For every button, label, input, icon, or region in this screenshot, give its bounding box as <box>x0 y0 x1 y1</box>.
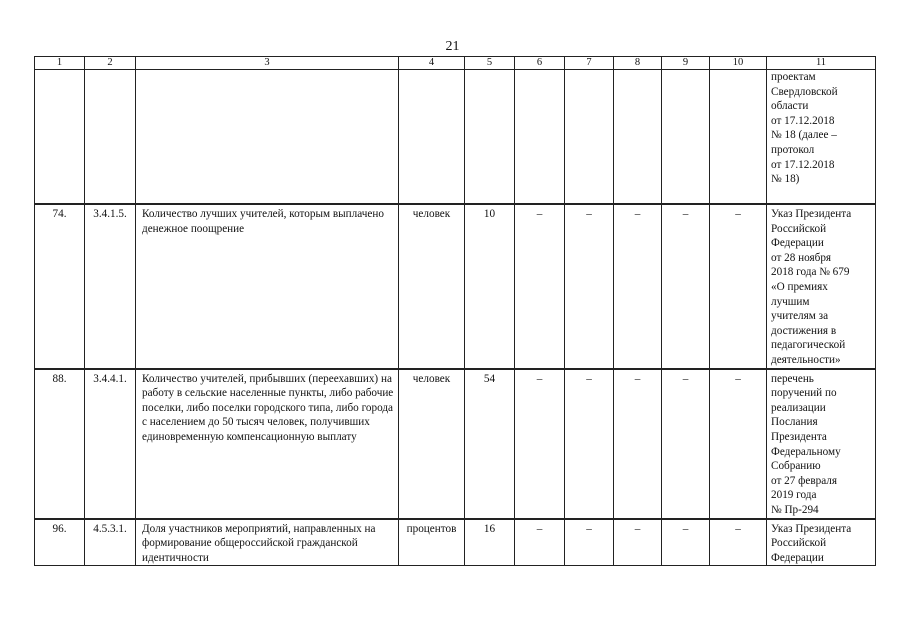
row-number-cell <box>35 369 85 519</box>
value-cell-7 <box>565 519 614 566</box>
table-row <box>35 204 876 369</box>
source-document: перечень поручений по реализации Послания Президента Федеральному Собранию от 27 февраля 2019 года № Пр-294 <box>771 372 841 516</box>
value-cell-8 <box>614 519 662 566</box>
item-code <box>88 70 132 72</box>
indicator-name-cell <box>136 519 399 566</box>
value-cell-6 <box>515 369 565 519</box>
row-number: 74. <box>52 208 67 220</box>
value-cell-8 <box>614 70 662 205</box>
unit: человек <box>412 208 451 220</box>
column-header-4: 4 <box>399 57 465 70</box>
table-row <box>35 70 876 205</box>
value-7: – <box>586 208 592 220</box>
value-10: – <box>735 208 741 220</box>
value-cell-9 <box>662 70 710 205</box>
unit: человек <box>412 372 451 385</box>
row-number-cell <box>35 204 85 369</box>
item-code-cell <box>85 519 136 566</box>
item-code-cell <box>85 204 136 369</box>
value-cell-7 <box>565 369 614 519</box>
value-9: – <box>682 372 689 385</box>
unit: процентов <box>406 522 457 535</box>
indicator-name-cell <box>136 369 399 519</box>
value-7: – <box>586 372 592 385</box>
source-document: Указ Президента Российской Федерации от 28 ноября 2018 года № 679 «О премиях лучшим учителям за достижения в педагогической деятельности» <box>771 208 852 366</box>
value-8: – <box>634 522 641 535</box>
source-document-cell <box>767 369 876 519</box>
indicator-name: Количество учителей, прибывших (переехавших) на работу в сельские населенные пункты, либо рабочие поселки, либо поселки городского типа, либо города с населением до 50 тысяч человек, получивших единовременную компенсационную выплату <box>142 372 394 443</box>
unit-cell <box>399 369 465 519</box>
value-10: – <box>735 372 741 385</box>
value-cell-6 <box>515 204 565 369</box>
value-cell-8 <box>614 369 662 519</box>
value-cell-10 <box>710 519 767 566</box>
row-number-cell <box>35 70 85 205</box>
value-6: – <box>536 522 543 535</box>
value-cell-8 <box>614 204 662 369</box>
indicators-table <box>34 56 876 566</box>
value-cell-9 <box>662 204 710 369</box>
source-document-cell <box>767 70 876 205</box>
value-cell-10 <box>710 369 767 519</box>
source-document: проектам Свердловской области от 17.12.2018 № 18 (далее – протокол от 17.12.2018 № 18) <box>771 71 838 186</box>
value-cell <box>465 369 515 519</box>
row-number: 96. <box>52 522 67 535</box>
column-header-2: 2 <box>85 57 136 70</box>
table-row <box>35 519 876 566</box>
item-code: 4.5.3.1. <box>93 522 127 535</box>
unit <box>402 70 461 72</box>
value <box>468 70 511 72</box>
item-code: 3.4.1.5. <box>93 208 127 220</box>
header-row <box>35 57 876 70</box>
value-6: – <box>536 372 543 385</box>
value-8: – <box>634 372 641 385</box>
value: 10 <box>483 208 496 220</box>
table-row <box>35 369 876 519</box>
indicator-name: Количество лучших учителей, которым выплачено денежное поощрение <box>142 208 384 235</box>
column-header-6: 6 <box>515 57 565 70</box>
value-cell-6 <box>515 519 565 566</box>
row-number: 88. <box>52 372 67 385</box>
source-document: Указ Президента Российской Федерации <box>771 522 852 564</box>
value-cell-7 <box>565 70 614 205</box>
value-7: – <box>586 522 592 535</box>
value-cell-9 <box>662 519 710 566</box>
value-9: – <box>682 522 689 535</box>
value-cell-10 <box>710 70 767 205</box>
column-header-1: 1 <box>35 57 85 70</box>
page-number: 21 <box>445 39 460 54</box>
indicator-name <box>142 70 395 72</box>
value-cell <box>465 204 515 369</box>
column-header-7: 7 <box>565 57 614 70</box>
column-header-5: 5 <box>465 57 515 70</box>
indicator-name-cell <box>136 204 399 369</box>
value: 16 <box>483 522 496 535</box>
value-7 <box>568 70 610 72</box>
value-6: – <box>536 208 543 220</box>
item-code-cell <box>85 369 136 519</box>
value-cell <box>465 519 515 566</box>
source-document-cell <box>767 519 876 566</box>
unit-cell <box>399 519 465 566</box>
value-10: – <box>735 522 741 535</box>
value-8 <box>617 70 658 72</box>
indicator-name: Доля участников мероприятий, направленных на формирование общероссийской гражданской идентичности <box>142 522 376 564</box>
value-9 <box>665 70 706 72</box>
row-number-cell <box>35 519 85 566</box>
value: 54 <box>483 372 496 385</box>
value-cell <box>465 70 515 205</box>
value-cell-6 <box>515 70 565 205</box>
row-number <box>38 70 81 72</box>
item-code-cell <box>85 70 136 205</box>
value-9: – <box>682 208 689 220</box>
value-cell-7 <box>565 204 614 369</box>
column-header-11: 11 <box>767 57 876 70</box>
indicator-name-cell <box>136 70 399 205</box>
column-header-10: 10 <box>710 57 767 70</box>
value-8: – <box>634 208 641 220</box>
value-10 <box>713 70 763 72</box>
unit-cell <box>399 70 465 205</box>
column-header-3: 3 <box>136 57 399 70</box>
column-header-9: 9 <box>662 57 710 70</box>
value-cell-9 <box>662 369 710 519</box>
unit-cell <box>399 204 465 369</box>
value-6 <box>518 70 561 72</box>
value-cell-10 <box>710 204 767 369</box>
source-document-cell <box>767 204 876 369</box>
item-code: 3.4.4.1. <box>93 372 127 385</box>
column-header-8: 8 <box>614 57 662 70</box>
